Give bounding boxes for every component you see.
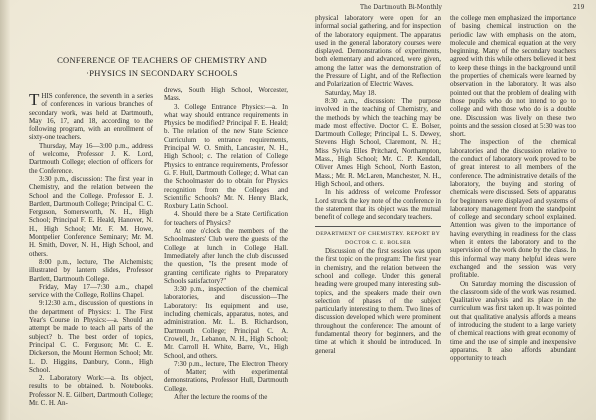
paragraph: THIS conference, the seventh in a series of conferences in various branches of secondary work, was held at Dartmouth, May 16, 17, and 18, according to the following program, with an enrollment of sixty-one teachers.: [29, 90, 153, 142]
paragraph: 2. Laboratory Work:—a. Its object, results to be obtained. b. Notebooks. Professor N. E. Gilbert, Dartmouth College; Mr. C. H. An-: [29, 374, 153, 407]
paragraph: 4. Should there be a State Certification for teachers of Physics?: [164, 210, 288, 227]
page-number: 219: [573, 4, 585, 11]
paragraph: On Saturday morning the discussion of the classroom side of the work was resumed. Qualitative analysis and its place in the curriculum was first taken up. It was pointed out that qualitative analysis affords a means of introducing the student to a large variety of chemical reactions with great economy of time and the use of simple and inexpensive apparatus. It also affords abundant opportunity to teach: [450, 279, 576, 363]
article-title-line1: CONFERENCE OF TEACHERS OF CHEMISTRY AND: [57, 55, 267, 65]
paragraph: 9:12:30 a.m., discussion of questions in the department of Physics: 1. The First Year's Course in Physics:—a. Should an attempt be made to teach all parts of the subject? b. The best order of topics, Principal C. C. Ferguson; Mr. C. E. Dickerson, the Mount Hermon School; Mr. L. D. Higgins, Danbury, Conn., High School.: [29, 299, 153, 374]
paragraph: Thursday, May 16—3:00 p.m., address of welcome, Professor J. K. Lord, Dartmouth College; election of officers for the Conference.: [29, 141, 153, 175]
section-heading: DEPARTMENT OF CHEMISTRY. REPORT BY DOCTOR C. E. BOLSER: [315, 231, 441, 246]
paragraph: 7:30 p.m., lecture, The Electron Theory of Matter; with experimental demonstrations, Professor Hull, Dartmouth College.: [164, 359, 288, 393]
page-fold-shadow: [0, 0, 10, 420]
drop-cap: T: [29, 90, 40, 109]
paragraph: In his address of welcome Professor Lord struck the key note of the conference in the statement that its object was the mutual benefit of college and secondary teachers.: [315, 188, 441, 222]
paragraph: Discussion of the first session was upon the first topic on the program: The first year in chemistry, and the relation between the school and college. Under this general heading were grouped many interesting sub-topics, and the speakers made their own selection of phases of the subject particularly interesting to them. Two lines of discussion developed which were prominent throughout the conference: The amount of fundamental theory for beginners, and the time at which it should be introduced. In general: [315, 247, 441, 355]
paragraph: The inspection of the chemical laboratories and the discussion relative to the conduct of laboratory work proved to be of great interest to all members of the conference. The administrative details of the laboratory, the buying and storing of chemicals were discussed. Sets of apparatus for beginners were displayed and systems of laboratory management from the standpoint of college and secondary school explained. Attention was given to the importance of having everything in readiness for the class when it enters the laboratory and to the supervision of the work done by the class. In this informal way many helpful ideas were exchanged and the session was very profitable.: [450, 138, 576, 280]
column-4: [450, 14, 576, 362]
paragraph: 3:30 p.m., inspection of the chemical laboratories, and discussion—The Laboratory: Its equipment and use, including chemicals, apparatus, notes, and administration. Mr. L. B. Richardson, Dartmouth College; Principal C. A. Crowell, Jr., Lebanon, N. H., High School; Mr. Carroll H. White, Barre, Vt., High School, and others.: [164, 285, 288, 360]
column-2: [164, 86, 288, 401]
paragraph: 8:00 p.m., lecture, The Alchemists; illustrated by lantern slides, Professor Bartlett, Dartmouth College.: [29, 257, 153, 283]
article-title-line2: ·PHYSICS IN SECONDARY SCHOOLS: [86, 68, 238, 78]
column-1: [29, 92, 153, 407]
paragraph: Friday, May 17—7:30 a.m., chapel service with the College, Rollins Chapel.: [29, 282, 153, 300]
running-header: The Dartmouth Bi-Monthly: [360, 4, 442, 11]
paragraph: the college men emphasized the importance of basing chemical instruction on the periodic law with emphasis on the atom, molecule and chemical equation at the very beginning. Many of the secondary teachers agreed with this while others believed it best to keep these things in the background until the properties of chemicals were learned by observation in the laboratory. It was also pointed out that the problem of dealing with those pupils who do not intend to go to college and with those who do is a double one. Discussion was lively on these two points and the session closed at 5:30 was too short.: [450, 14, 576, 139]
paragraph: drews, South High School, Worcester, Mass.: [164, 86, 288, 103]
paragraph: 3:30 p.m., discussion: The first year in Chemistry, and the relation between the School and the College. Professor E. J. Bartlett, Dartmouth College; Principal C. C. Ferguson, Somersworth, N. H., High School; Principal F. E. Heald, Hanover, N. H., High School; Mr. F. M. Howe, Montpelier Conference Seminary; Mr. M. H. Smith, Dover, N. H., High School, and others.: [29, 174, 153, 258]
paragraph: Saturday, May 18.: [325, 88, 377, 97]
column-3: [315, 14, 441, 355]
paragraph: At one o'clock the members of the Schoolmasters' Club were the guests of the College at lunch in College Hall. Immediately after lunch the club discussed the question, "Is the present mode of granting certificate rights to Preparatory Schools satisfactory?": [164, 227, 288, 285]
paragraph: 3. College Entrance Physics:—a. In what way should entrance requirements in Physics be modified? Principal F. E. Heald; b. The relation of the new State Science Curriculum to entrance requirements, Principal W. O. Smith, Lancaster, N. H., High School; c. The relation of College Physics to entrance requirements, Professor G. F. Hull, Dartmouth College; d. What can the Schoolmaster do to obtain for Physics recognition from the Colleges and Scientific Schools? Mr. N. Henry Black, Roxbury Latin School.: [164, 102, 288, 211]
paragraph: physical laboratory were open for an informal social gathering, and for inspection of the laboratory equipment. The apparatus used in the general laboratory courses were displayed. Demonstrations of experiments, both elementary and advanced, were given, among the latter was the demonstration of the Pressure of Light, and of the Reflection and Polarization of Electric Waves.: [315, 14, 441, 89]
paragraph: After the lecture the rooms of the: [174, 392, 268, 401]
paragraph: 8:30 a.m., discussion: The purpose involved in the teaching of Chemistry, and the methods by which the teaching may be made most effective. Doctor C. E. Bolser, Dartmouth College; Principal L. S. Dewey, Stevens High School, Claremont, N. H.; Miss Sylvia Elles Pritchard, Northampton, Mass., High School; Mr. C. P. Kendall, Oliver Ames High School, North Easton, Mass.; Mr. R. McLaren, Manchester, N. H., High School, and others.: [315, 96, 441, 188]
section-divider: [315, 226, 441, 227]
